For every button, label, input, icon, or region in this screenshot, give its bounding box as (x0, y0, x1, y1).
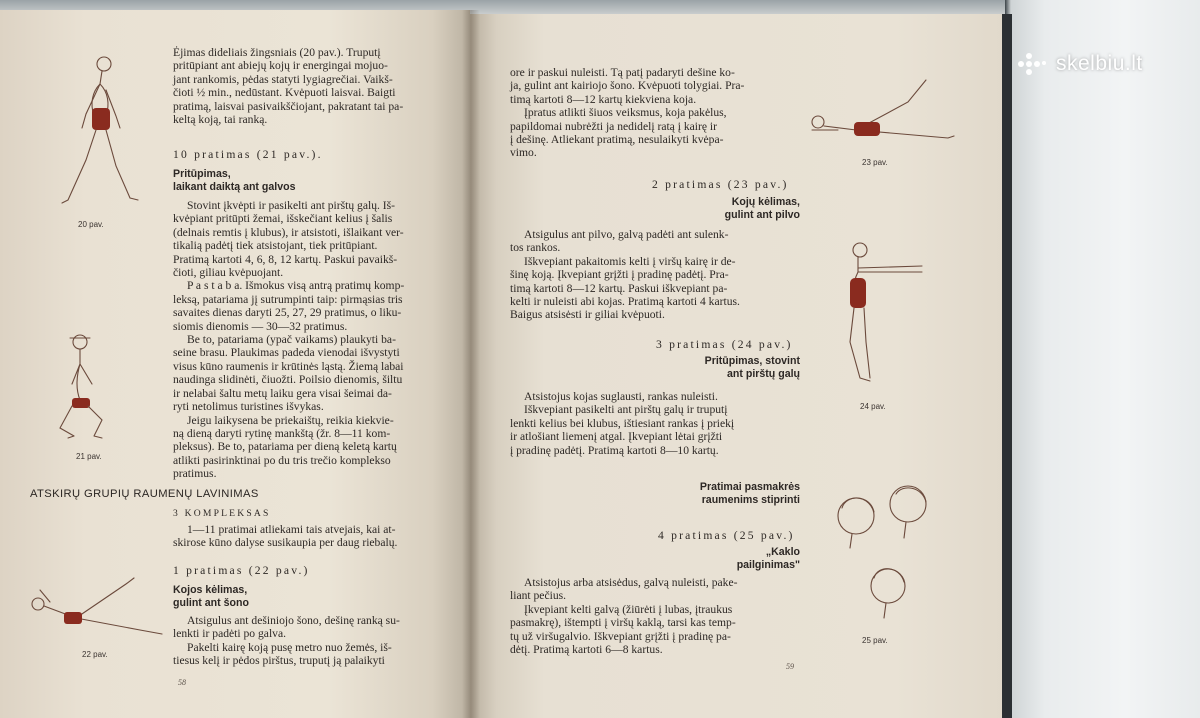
ex1-title (173, 584, 249, 609)
body-line: pasmakrę), ištempti į viršų kaklą, tarsi kas temp- (510, 616, 736, 630)
figure-prone-leg-raise (808, 72, 958, 152)
note-line: savaites dienas daryti 25, 27, 29 pratimus, o liku- (173, 306, 402, 320)
body-line: tiesus kelį ir pėdos pirštus, truputį ją palaikyti (173, 654, 385, 668)
posture-line: pratimus. (173, 467, 217, 481)
body-line: timą kartoti 8—12 kartų kiekviena koja. (510, 92, 697, 106)
ex10-body (173, 199, 456, 481)
body-line: vimo. (510, 146, 537, 160)
figure-tiptoe-squat (830, 238, 930, 388)
body-line: Pratimą kartoti 4, 6, 8, 12 kartų. Paskui pavaikš- (173, 252, 398, 266)
caption-25: 25 pav. (862, 636, 888, 645)
ex2-title-line: Kojų kėlimas, (731, 196, 800, 208)
body-line: 1—11 pratimai atliekami tais atvejais, kai at- (187, 523, 396, 536)
note-line: P a s t a b a. Išmokus visą antrą pratimų komp- (187, 279, 405, 293)
body-line: Stovint įkvėpti ir pasikelti ant pirštų galų. Iš- (187, 199, 396, 212)
body-line: Atsistojus arba atsisėdus, galvą nuleisti, pake- (524, 576, 738, 589)
body-line: į pradinę padėtį. Pratimą kartoti 8—10 kartų. (510, 443, 719, 457)
swim-line: visus kūno raumenis ir krūtinės ląstą. Žiemą labai (173, 359, 404, 373)
body-line: papildomai nubrėžti ja nedidelį ratą į kairę ir (510, 119, 717, 133)
neck-section-title (600, 481, 800, 506)
caption-20: 20 pav. (78, 220, 104, 229)
ex4-header: 4 pratimas (25 pav.) (658, 529, 795, 542)
figure-neck-heads (826, 478, 946, 638)
body-line: Iškvepiant pakaitomis kelti į viršų kairę ir de- (524, 254, 736, 268)
body-line: lenkti kelius bei klubus, ištiesiant rankas į priekį (510, 416, 735, 430)
body-line: čioti, giliau kvėpuojant. (173, 266, 284, 280)
complex-label: 3 KOMPLEKSAS (173, 508, 271, 519)
body-line: ja, gulint ant kairiojo šono. Kvėpuoti tolygiai. Pra- (510, 79, 745, 93)
intro-line: pratimą, laisvai pasivaikščiojant, pakratant tai pa- (173, 99, 404, 113)
posture-line: ną dieną daryti rytinę mankštą (žr. 8—11 kom- (173, 426, 391, 440)
posture-line: pleksus). Be to, patariama per dieną keletą kartų (173, 440, 397, 454)
caption-21: 21 pav. (76, 452, 102, 461)
swim-line: ir nelabai šaltu metų laiku gera visai šeimai da- (173, 386, 392, 400)
ex10-title-line: laikant daiktą ant galvos (173, 180, 296, 193)
swim-line: ryti netolimus turistines išvykas. (173, 400, 324, 414)
complex-body (173, 523, 456, 550)
page-number-right: 59 (786, 662, 794, 671)
intro-line: jant rankomis, pėdas statyti lygiagrečiai. Vaikš- (173, 72, 393, 86)
body-line: Baigus atsisėsti ir giliai kvėpuoti. (510, 308, 665, 322)
body-line: tų už viršugalvio. Iškvepiant grįžti į pradinę pa- (510, 629, 731, 643)
body-line: dėtį. Pratimą kartoti 6—8 kartus. (510, 643, 663, 657)
figure-squat (58, 328, 138, 448)
body-line: Atsistojus kojas suglausti, rankas nuleisti. (524, 390, 718, 403)
body-line: liant pečius. (510, 589, 567, 603)
intro-line: Ėjimas dideliais žingsniais (20 pav.). Truputį (173, 46, 381, 59)
left-intro (173, 46, 456, 126)
body-line: Iškvepiant pasikelti ant pirštų galų ir truputį (524, 403, 728, 417)
ex10-title-line: Pritūpimas, (173, 168, 231, 180)
body-line: Įpratus atlikti šiuos veiksmus, koja pakėlus, (524, 106, 727, 120)
body-line: (delnais remtis į klubus), ir atsistoti, išlaikant ver- (173, 225, 404, 239)
posture-line: Jeigu laikysena be priekaištų, reikia kiekvie- (187, 413, 394, 427)
ex2-title-line: gulint ant pilvo (724, 208, 800, 221)
ex1-title-line: gulint ant šono (173, 596, 249, 609)
ex2-title (610, 196, 800, 221)
caption-23: 23 pav. (862, 158, 888, 167)
ex1-header: 1 pratimas (22 pav.) (173, 564, 310, 577)
body-line: Pakelti kairę koją pusę metro nuo žemės, iš- (187, 640, 392, 654)
page-number-left: 58 (178, 678, 186, 687)
caption-22: 22 pav. (82, 650, 108, 659)
body-line: tikalią padėtį tiek atsistojant, tiek pritūpiant. (173, 239, 378, 253)
right-top-body (510, 66, 800, 160)
body-line: šinę koją. Įkvepiant grįžti į pradinę padėtį. Pra- (510, 268, 729, 282)
swim-line: seine brasu. Plaukimas padeda vienodai išvystyti (173, 346, 400, 360)
ex1-title-line: Kojos kėlimas, (173, 584, 248, 596)
ex3-title-line: ant pirštų galų (727, 367, 800, 380)
body-line: kelti ir nuleisti abi kojas. Pratimą kartoti 4 kartus. (510, 295, 740, 309)
note-line: siomis dienomis — 30—32 pratimus. (173, 319, 348, 333)
swim-line: Be to, patariama (ypač vaikams) plaukyti ba- (187, 333, 396, 347)
ex4-body (510, 576, 800, 656)
ex10-header: 10 pratimas (21 pav.). (173, 148, 323, 161)
ex4-title (600, 546, 800, 571)
watermark-logo-icon (1018, 52, 1048, 76)
body-line: tos rankos. (510, 241, 561, 255)
figure-walking (50, 50, 140, 210)
ex10-title (173, 168, 456, 193)
neck-section-line: raumenims stiprinti (701, 493, 800, 506)
ex3-title-line: Pritūpimas, stovint (704, 355, 800, 367)
ex3-title (600, 355, 800, 380)
swim-line: naudinga slidinėti, čiuožti. Poilsio dienomis, šiltu (173, 373, 403, 387)
posture-line: atlikti pasirinktinai po du tris trečio komplekso (173, 453, 391, 467)
body-line: Atsigulus ant dešiniojo šono, dešinę ranką su- (187, 614, 400, 627)
body-line: Įkvepiant kelti galvą (žiūrėti į lubas, įtraukus (524, 602, 733, 616)
caption-24: 24 pav. (860, 402, 886, 411)
body-line: Atsigulus ant pilvo, galvą padėti ant sulenk- (524, 228, 729, 241)
figure-side-leg-raise (30, 574, 170, 644)
body-line: ir atlošiant liemenį atgal. Įkvepiant lėtai grįžti (510, 430, 723, 444)
ex2-header: 2 pratimas (23 pav.) (652, 178, 789, 191)
ex1-body (173, 614, 456, 668)
ex2-body (510, 228, 800, 322)
body-line: ore ir paskui nuleisti. Tą patį padaryti dešine ko- (510, 66, 735, 79)
ex4-title-line: pailginimas" (736, 558, 800, 571)
body-line: kvėpiant pritūpti žemai, išskečiant kelius į šalis (173, 212, 393, 226)
background-table (1005, 0, 1200, 718)
body-line: lenkti ir padėti po galva. (173, 627, 287, 641)
body-line: skirose kūno dalyse susikaupia per daug riebalų. (173, 536, 398, 550)
ex3-body (510, 390, 800, 457)
book-gutter (462, 10, 480, 718)
body-line: į dešinę. Atliekant pratimą, nesulaikyti kvėpa- (510, 133, 724, 147)
intro-line: čioti ½ min., nedūstant. Kvėpuoti laisvai. Baigti (173, 86, 396, 100)
body-line: timą kartoti 8—12 kartų. Paskui iškvepiant pa- (510, 281, 728, 295)
watermark-text: skelbiu.lt (1056, 52, 1143, 75)
note-line: leksą, patariama jį sutrumpinti taip: pirmąsias tris (173, 292, 403, 306)
intro-line: keltą koją, tai ranką. (173, 113, 268, 127)
ex3-header: 3 pratimas (24 pav.) (656, 338, 793, 351)
section-heading: ATSKIRŲ GRUPIŲ RAUMENŲ LAVINIMAS (30, 488, 259, 500)
watermark (1018, 52, 1143, 76)
intro-line: pritūpiant ant abiejų kojų ir energingai mojuo- (173, 59, 388, 73)
neck-section-line: Pratimai pasmakrės (699, 481, 800, 493)
ex4-title-line: „Kaklo (765, 546, 800, 558)
